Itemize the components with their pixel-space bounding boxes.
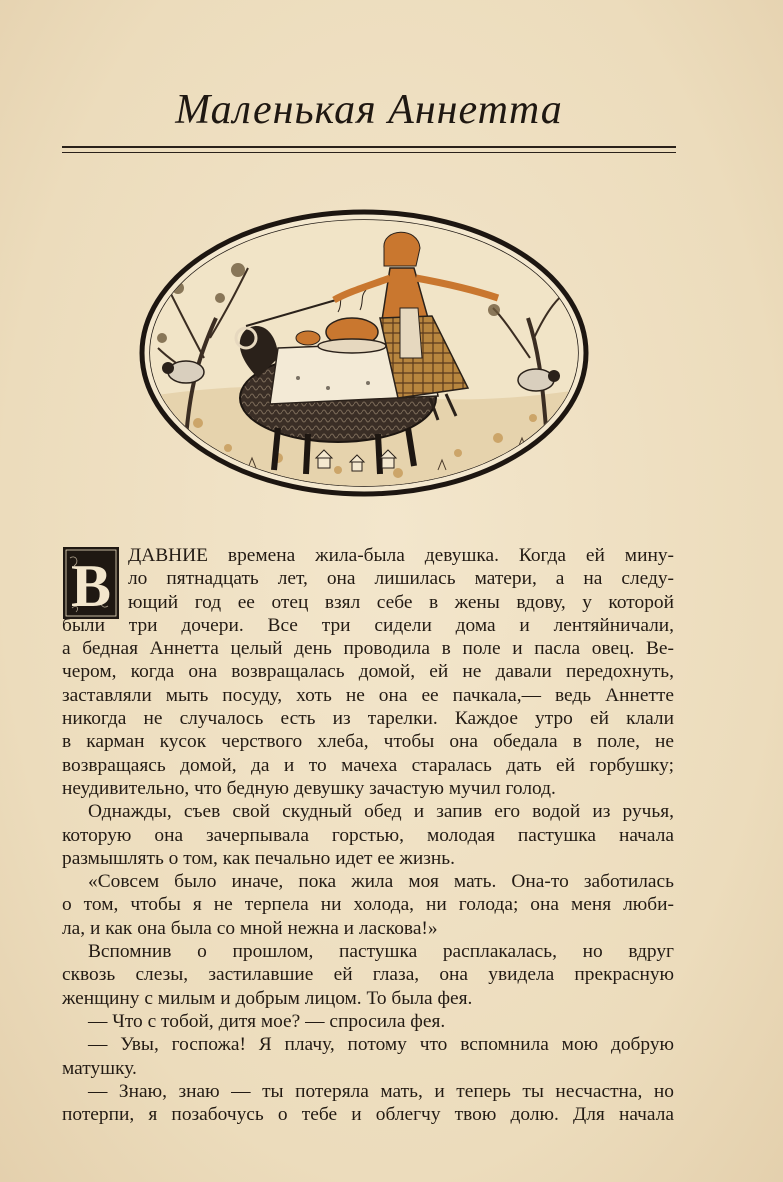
oval-illustration-icon xyxy=(138,208,590,498)
text-line: заставляли мыть посуду, хоть не она ее пачкала,— ведь Аннетте xyxy=(62,684,674,706)
text-line: о том, чтобы я не терпела ни холода, ни голода; она меня люби- xyxy=(62,894,674,916)
text-line: матушку. xyxy=(62,1057,137,1079)
text-line: размышлять о том, как печально идет ее жизнь. xyxy=(62,847,455,869)
text-line: «Совсем было иначе, пока жила моя мать. Она-то заботилась xyxy=(88,871,674,893)
text-line: в карман кусок черствого хлеба, чтобы она обедала в поле, не xyxy=(62,731,674,753)
text-line: ла, и как она была со мной нежна и ласкова!» xyxy=(62,917,438,939)
text-line: Однажды, съев свой скудный обед и запив его водой из ручья, xyxy=(88,801,674,823)
text-line: Вспомнив о прошлом, пастушка расплакалась, но вдруг xyxy=(88,941,674,963)
text-line: были три дочери. Все три сидели дома и лентяйничали, xyxy=(62,614,674,636)
title-rule-thick xyxy=(62,146,676,148)
text-line: а бедная Аннетта целый день проводила в поле и пасла овец. Ве- xyxy=(62,638,674,660)
text-line: возвращаясь домой, да и то мачеха старалась дать ей горбушку; xyxy=(62,754,674,776)
text-line: неудивительно, что бедную девушку зачастую мучил голод. xyxy=(62,777,556,799)
text-line: потерпи, я позабочусь о тебе и облегчу твою долю. Для начала xyxy=(62,1104,674,1126)
text-line: — Увы, госпожа! Я плачу, потому что вспомнила мою добрую xyxy=(88,1034,674,1056)
chapter-title: Маленькая Аннетта xyxy=(175,87,563,133)
text-line: ДАВНИЕ времена жила-была девушка. Когда ей мину- xyxy=(128,545,674,566)
text-line: сквозь слезы, застилавшие ей глаза, она увидела прекрасную xyxy=(62,964,674,986)
text-line: ющий год ее отец взял себе в жены вдову, у которой xyxy=(128,591,674,613)
text-line: ло пятнадцать лет, она лишилась матери, а на следу- xyxy=(128,568,674,590)
text-line: чером, когда она возвращалась домой, ей не давали передохнуть, xyxy=(62,661,674,683)
text-line: которую она зачерпывала горстью, молодая пастушка начала xyxy=(62,824,674,846)
text-line: — Знаю, знаю — ты потеряла мать, и теперь ты несчастна, но xyxy=(88,1080,674,1102)
text-line: — Что с тобой, дитя мое? — спросила фея. xyxy=(88,1010,446,1032)
text-line: женщину с милым и добрым лицом. То была фея. xyxy=(62,987,473,1009)
story-text xyxy=(62,544,674,1126)
drop-cap-letter: В xyxy=(70,553,112,619)
title-rule-thin xyxy=(62,152,676,153)
text-line: никогда не случалось есть из тарелки. Каждое утро ей клали xyxy=(62,708,674,730)
